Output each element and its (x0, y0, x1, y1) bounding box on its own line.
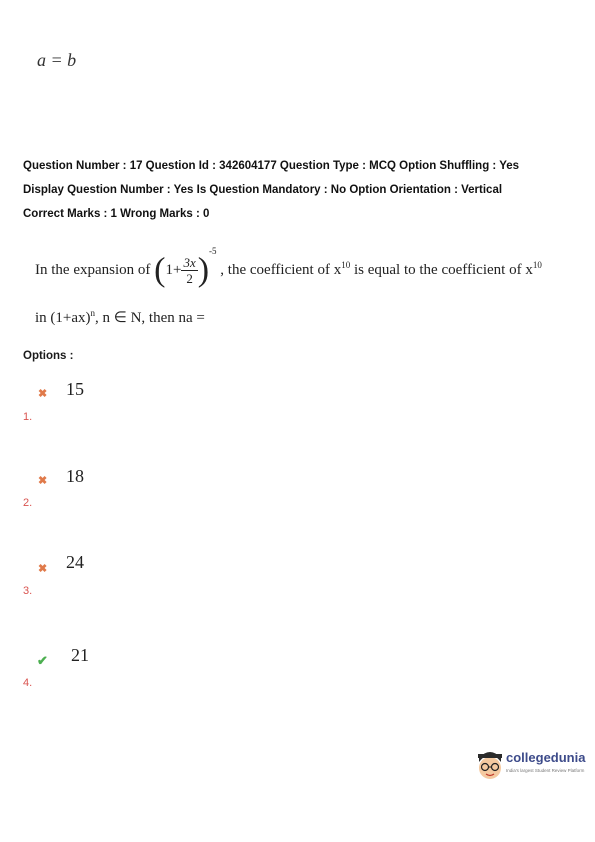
power-1: 10 (341, 260, 351, 270)
option-number: 1. (23, 411, 33, 423)
question-meta-line-2: Display Question Number : Yes Is Question Mandatory : No Option Orientation : Vertical (23, 184, 503, 196)
power-2: 10 (532, 260, 542, 270)
fraction-denominator: 2 (186, 271, 193, 287)
option-value[interactable]: 21 (71, 645, 89, 665)
option-value[interactable]: 15 (66, 379, 84, 399)
question-text-part-3: is equal to the coefficient of x (350, 262, 533, 278)
options-label: Options : (23, 350, 74, 362)
question-text-part-2: , the coefficient of x (220, 262, 342, 278)
close-paren: ) (197, 251, 210, 289)
wrong-mark-icon: ✖ (38, 388, 48, 400)
question-meta-line-1: Question Number : 17 Question Id : 342604177 Question Type : MCQ Option Shuffling : Yes (23, 160, 520, 172)
question-text-line-2a: in (1+ax) (35, 310, 91, 326)
fraction (181, 255, 197, 286)
option-number: 3. (23, 585, 33, 597)
power-n: n (90, 308, 96, 318)
logo-name: collegedunia (506, 750, 586, 765)
question-line-2 (35, 308, 205, 327)
question-text-line-2b: , n ∈ N, then na = (95, 310, 205, 326)
collegedunia-logo (476, 748, 588, 784)
correct-mark-icon: ✔ (37, 653, 48, 668)
exponent: -5 (209, 246, 217, 256)
mascot-icon (476, 748, 504, 782)
option-number: 4. (23, 677, 33, 689)
wrong-mark-icon: ✖ (38, 563, 48, 575)
option-number: 2. (23, 497, 33, 509)
previous-equation: a = b (37, 50, 77, 70)
question-text-part-1: In the expansion of (35, 262, 151, 278)
wrong-mark-icon: ✖ (38, 475, 48, 487)
option-value[interactable]: 24 (66, 552, 84, 572)
question-line-1: In the expansion of (1+ $\frac{3x}{2}$ )$^{-5}$ , the coefficient of $x^{10}$ is equal to the coefficient of $x^{10}$ (35, 246, 542, 289)
question-meta-line-3: Correct Marks : 1 Wrong Marks : 0 (23, 208, 210, 220)
logo-tagline: India's largest Student Review Platform (506, 768, 585, 773)
fraction-numerator: 3x (183, 255, 196, 271)
open-paren: ( (154, 251, 166, 289)
option-value[interactable]: 18 (66, 466, 84, 486)
